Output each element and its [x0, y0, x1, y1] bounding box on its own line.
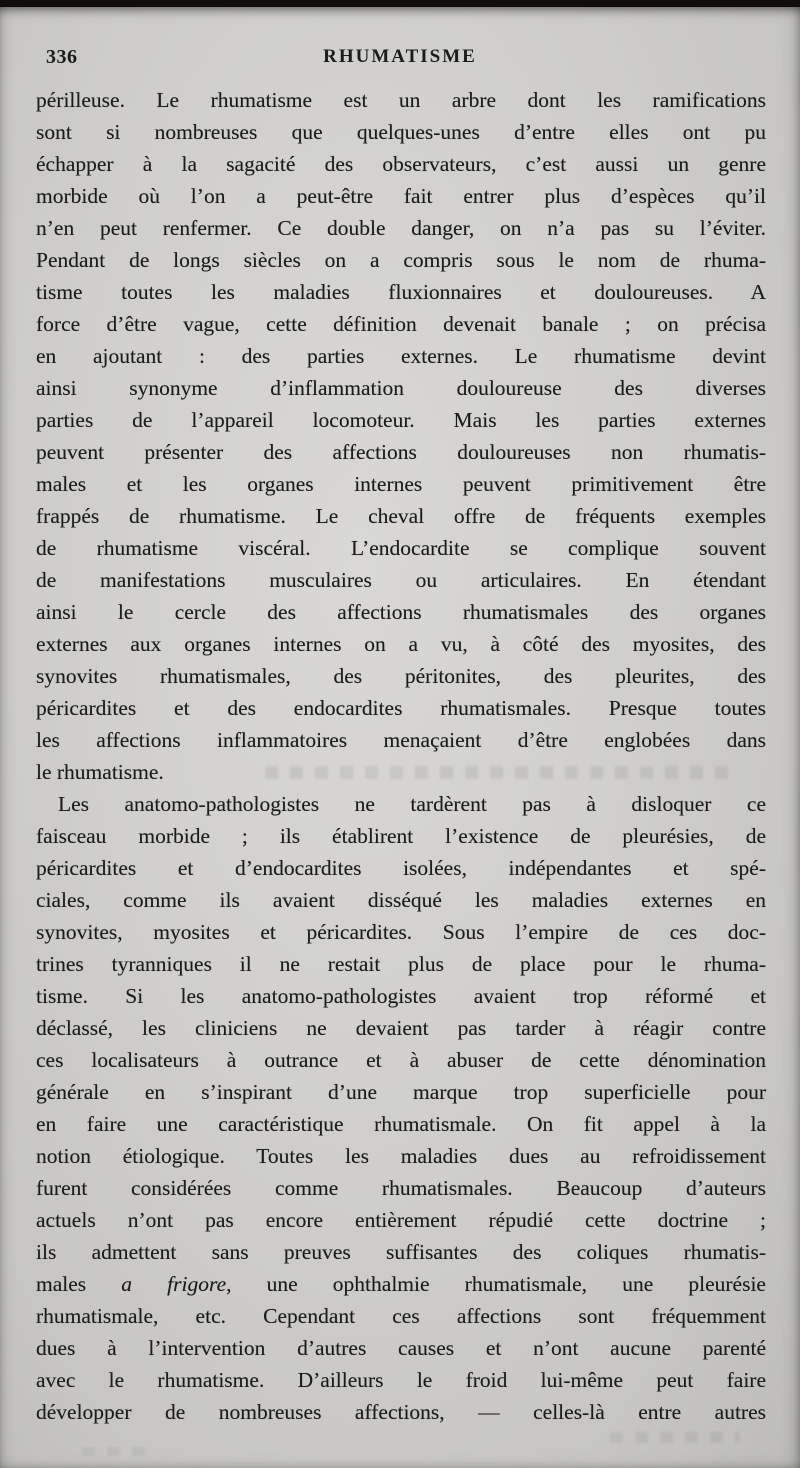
text-line: peuvent présenter des affections douloureuses non rhumatis- — [36, 440, 766, 464]
text-line: en ajoutant : des parties externes. Le rhumatisme devint — [36, 344, 766, 368]
text-line: force d’être vague, cette définition devenait banale ; on précisa — [36, 312, 766, 336]
text-line: sont si nombreuses que quelques-unes d’entre elles ont pu — [36, 120, 766, 144]
ink-bleed-mark — [82, 1447, 152, 1456]
text-line: dues à l’intervention d’autres causes et n’ont aucune parenté — [36, 1336, 766, 1360]
text-line: avec le rhumatisme. D’ailleurs le froid lui-même peut faire — [36, 1368, 766, 1392]
text-line: synovites rhumatismales, des péritonites, des pleurites, des — [36, 664, 766, 688]
text-line: générale en s’inspirant d’une marque trop superficielle pour — [36, 1080, 766, 1104]
text-line: faisceau morbide ; ils établirent l’existence de pleurésies, de — [36, 824, 766, 848]
text-line: développer de nombreuses affections, — celles-là entre autres — [36, 1400, 766, 1424]
paragraph — [36, 84, 766, 788]
text-line: échapper à la sagacité des observateurs, c’est aussi un genre — [36, 152, 766, 176]
text-line: Les anatomo-pathologistes ne tardèrent pas à disloquer ce — [58, 792, 766, 816]
text-line: trines tyranniques il ne restait plus de place pour le rhuma- — [36, 952, 766, 976]
text-line: tisme. Si les anatomo-pathologistes avaient trop réformé et — [36, 984, 766, 1008]
text-line: furent considérées comme rhumatismales. Beaucoup d’auteurs — [36, 1176, 766, 1200]
text-line: morbide où l’on a peut-être fait entrer plus d’espèces qu’il — [36, 184, 766, 208]
text-line: synovites, myosites et péricardites. Sous l’empire de ces doc- — [36, 920, 766, 944]
ink-bleed-mark — [610, 1432, 740, 1443]
text-line: rhumatismale, etc. Cependant ces affections sont fréquemment — [36, 1304, 766, 1328]
text-line: les affections inflammatoires menaçaient d’être englobées dans — [36, 728, 766, 752]
paragraph — [36, 788, 766, 1428]
text-line: n’en peut renfermer. Ce double danger, on n’a pas su l’éviter. — [36, 216, 766, 240]
text-block — [36, 84, 766, 1428]
text-line: ces localisateurs à outrance et à abuser de cette dénomination — [36, 1048, 766, 1072]
text-line: actuels n’ont pas encore entièrement répudié cette doctrine ; — [36, 1208, 766, 1232]
text-line: males et les organes internes peuvent primitivement être — [36, 472, 766, 496]
text-line: parties de l’appareil locomoteur. Mais les parties externes — [36, 408, 766, 432]
text-line: en faire une caractéristique rhumatismale. On fit appel à la — [36, 1112, 766, 1136]
text-line: de manifestations musculaires ou articulaires. En étendant — [36, 568, 766, 592]
page-header — [0, 46, 800, 72]
text-line: tisme toutes les maladies fluxionnaires et douloureuses. A — [36, 280, 766, 304]
text-line: de rhumatisme viscéral. L’endocardite se complique souvent — [36, 536, 766, 560]
page-number: 336 — [46, 46, 78, 68]
text-line: Pendant de longs siècles on a compris sous le nom de rhuma- — [36, 248, 766, 272]
text-line: ils admettent sans preuves suffisantes des coliques rhumatis- — [36, 1240, 766, 1264]
text-line: déclassé, les cliniciens ne devaient pas tarder à réagir contre — [36, 1016, 766, 1040]
text-line: notion étiologique. Toutes les maladies dues au refroidissement — [36, 1144, 766, 1168]
ink-bleed-mark — [265, 766, 740, 779]
text-line: ainsi synonyme d’inflammation douloureuse des diverses — [36, 376, 766, 400]
text-line: ciales, comme ils avaient disséqué les maladies externes en — [36, 888, 766, 912]
text-line: le rhumatisme. — [36, 760, 164, 784]
text-line: frappés de rhumatisme. Le cheval offre de fréquents exemples — [36, 504, 766, 528]
text-line: males a frigore, une ophthalmie rhumatismale, une pleurésie — [36, 1272, 766, 1296]
scan-edge — [0, 0, 800, 7]
running-title: RHUMATISME — [323, 46, 477, 67]
text-line: péricardites et des endocardites rhumatismales. Presque toutes — [36, 696, 766, 720]
text-line: périlleuse. Le rhumatisme est un arbre dont les ramifications — [36, 88, 766, 112]
text-line: ainsi le cercle des affections rhumatismales des organes — [36, 600, 766, 624]
text-line: péricardites et d’endocardites isolées, indépendantes et spé- — [36, 856, 766, 880]
text-line: externes aux organes internes on a vu, à côté des myosites, des — [36, 632, 766, 656]
